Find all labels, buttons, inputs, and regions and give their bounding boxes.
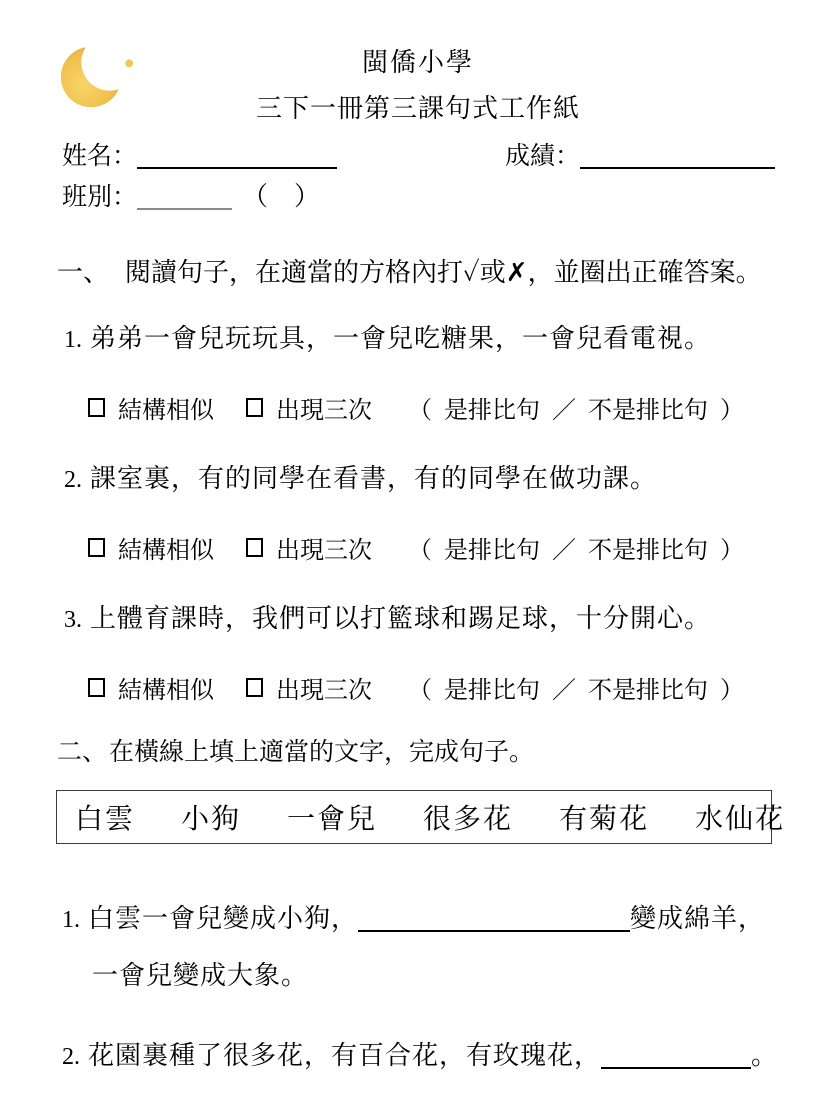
question-text-before: 白雲一會兒變成小狗，	[88, 904, 359, 933]
paren-close: ）	[720, 398, 744, 424]
circle-choice-group	[408, 530, 744, 565]
word-bank-word: 小狗	[181, 804, 242, 835]
circle-choice-group	[408, 670, 744, 705]
paren-open: （	[408, 538, 432, 564]
section-one-heading	[57, 252, 762, 289]
appears-three-times-checkbox[interactable]	[246, 678, 263, 697]
structure-similar-label: 結構相似	[118, 398, 214, 424]
question-number: 3.	[64, 607, 82, 633]
word-bank-box	[56, 790, 786, 844]
appears-three-times-label: 出現三次	[276, 538, 372, 564]
question-item	[64, 458, 657, 495]
score-label: 成績：	[505, 143, 581, 170]
structure-similar-checkbox[interactable]	[88, 678, 105, 697]
question-text-before: 花園裏種了很多花，有百合花，有玫瑰花，	[88, 1041, 602, 1070]
question-text-after: 。	[751, 1041, 779, 1070]
question-text-after: 變成綿羊，	[630, 904, 766, 933]
choice-is-parallel[interactable]: 是排比句	[444, 398, 540, 424]
answer-row	[88, 530, 744, 565]
structure-similar-checkbox[interactable]	[88, 538, 105, 557]
paren-open: （	[408, 678, 432, 704]
choice-separator: ／	[552, 678, 576, 704]
appears-three-times-checkbox[interactable]	[246, 398, 263, 417]
structure-similar-label: 結構相似	[118, 678, 214, 704]
question-number: 2.	[64, 467, 82, 493]
fill-blank-line[interactable]	[601, 1067, 751, 1069]
word-bank-word: 有菊花	[559, 804, 650, 835]
choice-separator: ／	[552, 398, 576, 424]
question-number: 2.	[62, 1044, 80, 1070]
question-item	[64, 598, 711, 635]
choice-separator: ／	[552, 538, 576, 564]
question-item	[64, 318, 711, 355]
fill-blank-line[interactable]	[358, 930, 630, 932]
paren-close: ）	[720, 538, 744, 564]
question-sentence: 課室裏，有的同學在看書，有的同學在做功課。	[90, 464, 658, 493]
class-number-parens[interactable]: （ ）	[242, 182, 321, 211]
section-two-instruction: 在橫線上填上適當的文字，完成句子。	[109, 739, 535, 766]
class-field-row	[62, 176, 320, 213]
choice-not-parallel[interactable]: 不是排比句	[588, 398, 708, 424]
question-second-line: 一會兒變成大象。	[92, 961, 309, 990]
appears-three-times-label: 出現三次	[276, 678, 372, 704]
choice-is-parallel[interactable]: 是排比句	[444, 538, 540, 564]
question-sentence: 弟弟一會兒玩玩具，一會兒吃糖果，一會兒看電視。	[90, 324, 712, 353]
paren-open: （	[408, 398, 432, 424]
question-number: 1.	[64, 327, 82, 353]
choice-not-parallel[interactable]: 不是排比句	[588, 678, 708, 704]
word-bank-word: 白雲	[75, 804, 136, 835]
word-bank-word: 一會兒	[287, 804, 378, 835]
section-two-heading	[57, 732, 534, 768]
class-label: 班別：	[62, 184, 138, 211]
section-one-instruction: 閱讀句子，在適當的方格內打✓或✗，並圈出正確答案。	[125, 258, 762, 287]
word-bank-word: 很多花	[423, 804, 514, 835]
name-blank-line[interactable]	[137, 167, 337, 169]
score-field-row	[505, 136, 775, 172]
structure-similar-checkbox[interactable]	[88, 398, 105, 417]
appears-three-times-label: 出現三次	[276, 398, 372, 424]
question-sentence: 上體育課時，我們可以打籃球和踢足球，十分開心。	[90, 604, 712, 633]
name-field-row	[62, 136, 337, 172]
question-number: 1.	[62, 907, 80, 933]
paren-close: ）	[720, 678, 744, 704]
structure-similar-label: 結構相似	[118, 538, 214, 564]
fill-blank-question	[62, 898, 765, 935]
choice-is-parallel[interactable]: 是排比句	[444, 678, 540, 704]
worksheet-title: 三下一冊第三課句式工作紙	[255, 94, 580, 123]
answer-row	[88, 670, 744, 705]
score-blank-line[interactable]	[580, 167, 775, 169]
class-blank-line[interactable]	[137, 208, 232, 210]
answer-row	[88, 390, 744, 425]
circle-choice-group	[408, 390, 744, 425]
appears-three-times-checkbox[interactable]	[246, 538, 263, 557]
section-two-marker: 二、	[57, 739, 108, 766]
school-name: 閩僑小學	[361, 48, 474, 77]
choice-not-parallel[interactable]: 不是排比句	[588, 538, 708, 564]
fill-blank-question	[62, 1035, 778, 1072]
word-bank-word: 水仙花	[695, 804, 786, 835]
name-label: 姓名：	[62, 143, 138, 170]
section-one-marker: 一、	[57, 258, 110, 287]
